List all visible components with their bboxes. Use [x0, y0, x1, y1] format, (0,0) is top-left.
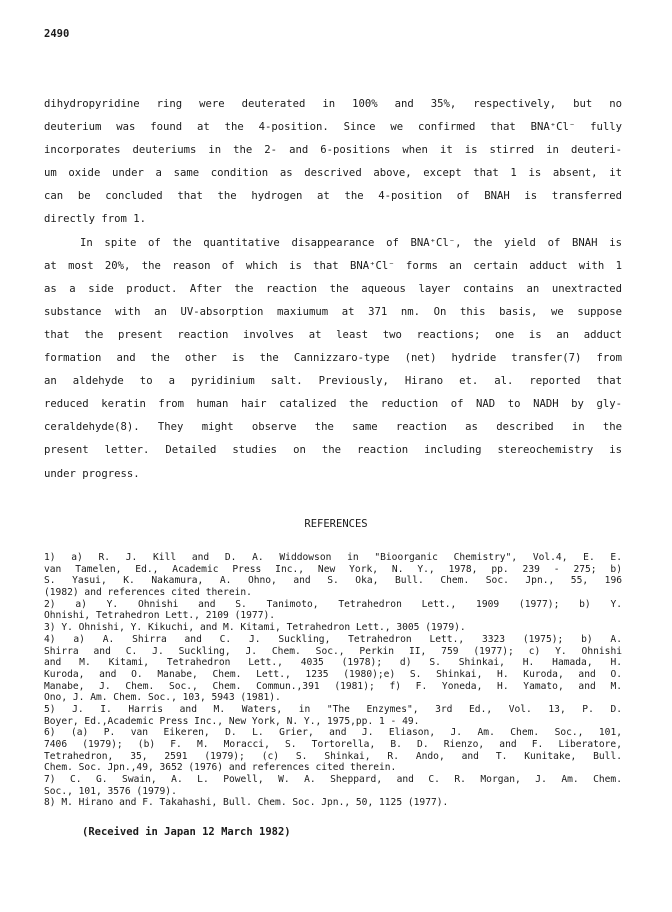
- reference-line: Soc., 101, 3576 (1979).: [44, 785, 177, 797]
- reference-line: Shirra and C. J. Suckling, J. Chem. Soc., Perkin II, 759 (1977); c) Y. Ohnishi: [44, 645, 622, 657]
- reference-line: Kuroda, and O. Manabe, Chem. Lett., 1235 (1980);e) S. Shinkai, H. Kuroda, and O.: [44, 668, 622, 680]
- references-list: [44, 552, 622, 809]
- body-line: dihydropyridine ring were deuterated in 100% and 35%, respectively, but no: [44, 98, 622, 110]
- body-line: present letter. Detailed studies on the reaction including stereochemistry is: [44, 444, 622, 457]
- body-line: can be concluded that the hydrogen at the 4-position of BNAH is transferred: [44, 190, 622, 203]
- reference-line: van Tamelen, Ed., Academic Press Inc., New York, N. Y., 1978, pp. 239 - 275; b): [44, 563, 622, 575]
- reference-line: 2) a) Y. Ohnishi and S. Tanimoto, Tetrahedron Lett., 1909 (1977); b) Y.: [44, 598, 622, 610]
- reference-line: 7) C. G. Swain, A. L. Powell, W. A. Sheppard, and C. R. Morgan, J. Am. Chem.: [44, 774, 622, 786]
- reference-line: Ono, J. Am. Chem. Soc., 103, 5943 (1981).: [44, 692, 281, 704]
- body-line: that the present reaction involves at least two reactions; one is an adduct: [44, 328, 622, 341]
- body-line: substance with an UV-absorption maxiumum at 371 nm. On this basis, we suppose: [44, 305, 622, 318]
- reference-line: Tetrahedron, 35, 2591 (1979); (c) S. Shinkai, R. Ando, and T. Kunitake, Bull.: [44, 750, 622, 762]
- body-line: formation and the other is the Cannizzaro-type (net) hydride transfer(7) from: [44, 352, 622, 365]
- reference-line: 7406 (1979); (b) F. M. Moracci, S. Tortorella, B. D. Rienzo, and F. Liberatore,: [44, 739, 622, 750]
- references-heading: REFERENCES: [304, 518, 368, 530]
- body-line: as a side product. After the reaction the aqueous layer contains an unextracted: [44, 282, 622, 295]
- body-line: reduced keratin from human hair catalized the reduction of NAD to NADH by gly-: [44, 398, 622, 411]
- body-line: an aldehyde to a pyridinium salt. Previously, Hirano et. al. reported that: [44, 375, 622, 388]
- reference-line: and M. Kitami, Tetrahedron Lett., 4035 (1978); d) S. Shinkai, H. Hamada, H.: [44, 657, 622, 669]
- page-number: 2490: [44, 28, 70, 40]
- reference-line: 1) a) R. J. Kill and D. A. Widdowson in "Bioorganic Chemistry", Vol.4, E. E.: [44, 552, 622, 563]
- body-text: [44, 98, 622, 491]
- body-line: under progress.: [44, 467, 140, 480]
- reference-line: (1982) and references cited therein.: [44, 587, 252, 599]
- body-line: deuterium was found at the 4-position. Since we confirmed that BNA⁺Cl⁻ fully: [44, 121, 622, 134]
- reference-line: 3) Y. Ohnishi, Y. Kikuchi, and M. Kitami, Tetrahedron Lett., 3005 (1979).: [44, 622, 466, 634]
- body-line: ceraldehyde(8). They might observe the same reaction as described in the: [44, 421, 622, 434]
- reference-line: 5) J. I. Harris and M. Waters, in "The Enzymes", 3rd Ed., Vol. 13, P. D.: [44, 703, 622, 715]
- reference-line: 4) a) A. Shirra and C. J. Suckling, Tetrahedron Lett., 3323 (1975); b) A.: [44, 633, 622, 645]
- body-line: incorporates deuteriums in the 2- and 6-positions when it is stirred in deuteri-: [44, 144, 622, 157]
- reference-line: S. Yasui, K. Nakamura, A. Ohno, and S. Oka, Bull. Chem. Soc. Jpn., 55, 196: [44, 575, 622, 587]
- received-date: (Received in Japan 12 March 1982): [82, 826, 291, 838]
- body-line: In spite of the quantitative disappearance of BNA⁺Cl⁻, the yield of BNAH is: [80, 236, 622, 249]
- reference-line: Ohnishi, Tetrahedron Lett., 2109 (1977).: [44, 610, 276, 622]
- reference-line: 6) (a) P. van Eikeren, D. L. Grier, and J. Eliason, J. Am. Chem. Soc., 101,: [44, 727, 622, 739]
- body-line: directly from 1.: [44, 213, 147, 226]
- reference-line: Chem. Soc. Jpn.,49, 3652 (1976) and references cited therein.: [44, 762, 397, 774]
- reference-line: 8) M. Hirano and F. Takahashi, Bull. Chem. Soc. Jpn., 50, 1125 (1977).: [44, 797, 449, 809]
- reference-line: Boyer, Ed.,Academic Press Inc., New York, N. Y., 1975,pp. 1 - 49.: [44, 715, 420, 727]
- body-line: um oxide under a same condition as descrived above, except that 1 is absent, it: [44, 167, 622, 180]
- reference-line: Manabe, J. Chem. Soc., Chem. Commun.,391 (1981); f) F. Yoneda, H. Yamato, and M.: [44, 680, 622, 692]
- body-line: at most 20%, the reason of which is that BNA⁺Cl⁻ forms an certain adduct with 1: [44, 259, 622, 272]
